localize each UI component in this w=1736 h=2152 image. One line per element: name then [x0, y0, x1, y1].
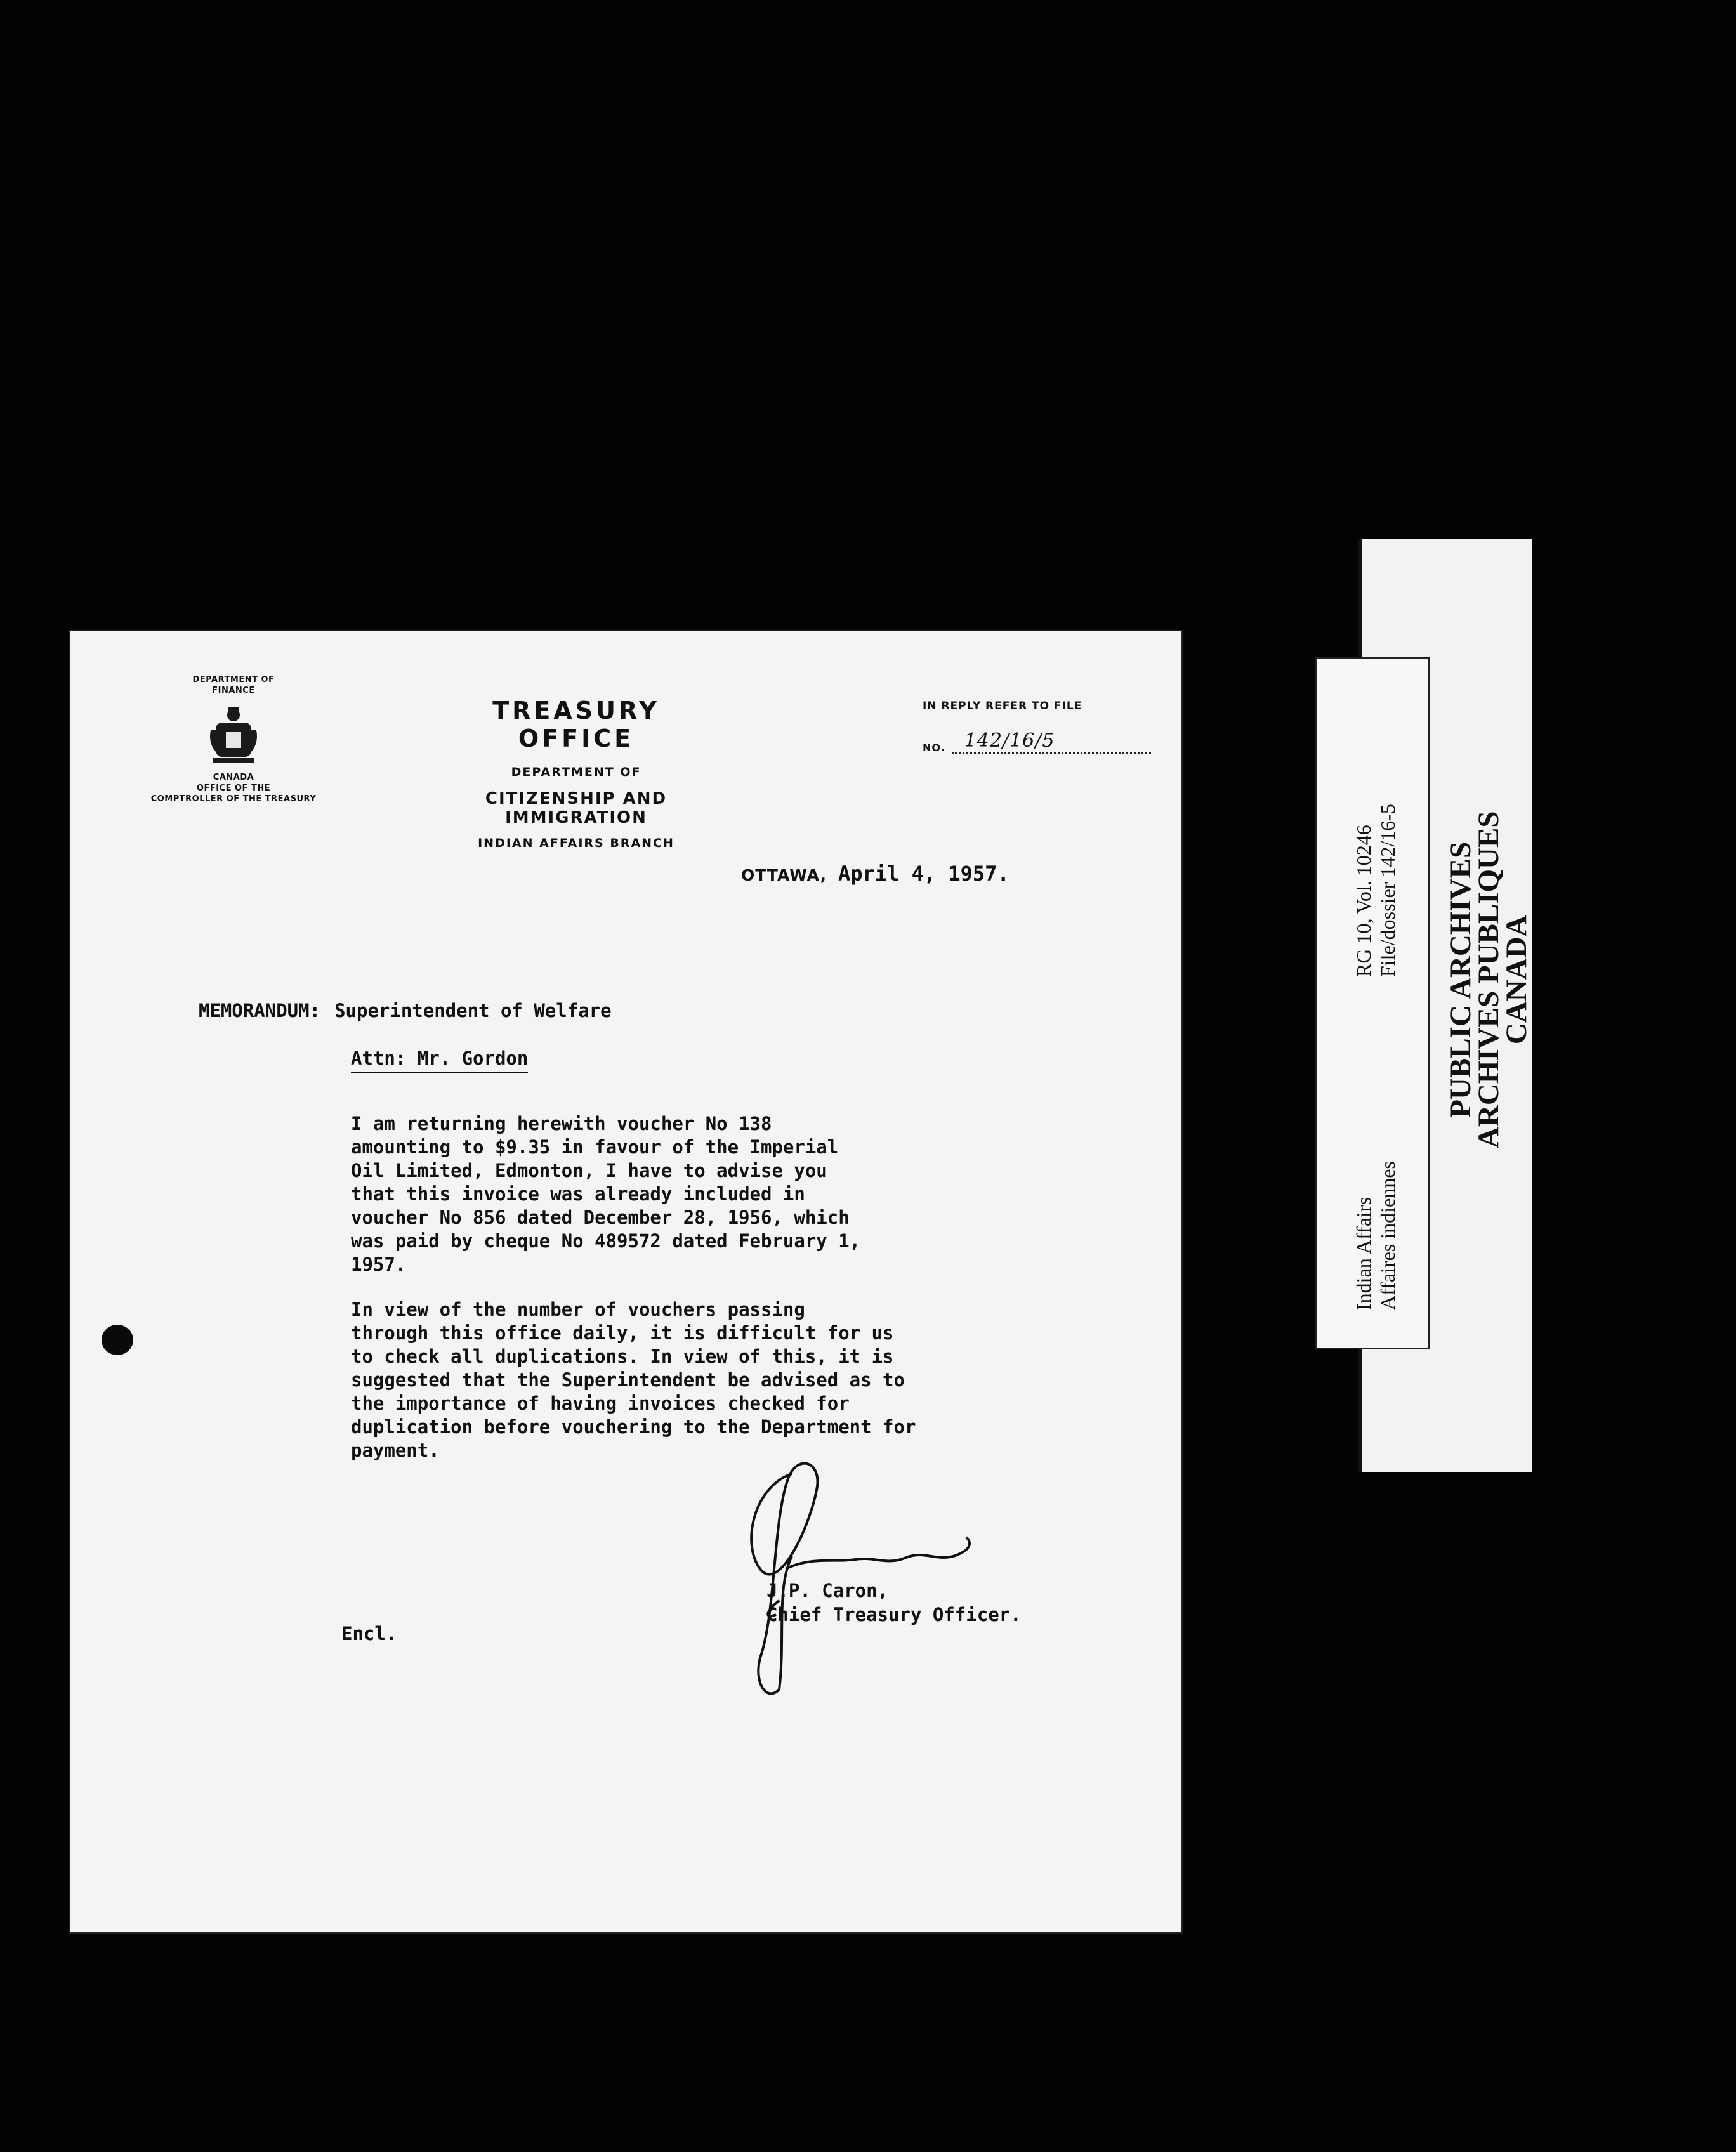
- tag-indian-affairs-fr: Affaires indiennes: [1376, 1161, 1399, 1310]
- memo-label: MEMORANDUM:: [199, 1000, 321, 1021]
- enclosure-note: Encl.: [341, 1623, 397, 1644]
- department-of-finance-block: [107, 674, 360, 804]
- tag-public-archives: [1444, 811, 1533, 1148]
- tag-public-archives-fr: ARCHIVES PUBLIQUES: [1472, 811, 1505, 1148]
- office-line1: OFFICE OF THE: [196, 784, 271, 793]
- reply-label: IN REPLY REFER TO FILE: [923, 700, 1082, 712]
- signer-name: J.P. Caron,: [766, 1580, 889, 1601]
- file-number-value: 142/16/5: [952, 730, 1151, 754]
- dateline: [741, 862, 1009, 886]
- body-paragraph-1: I am returning herewith voucher No 138 amounting to $9.35 in favour of the Imperial Oil Limited, Edmonton, I have to advise you that this invoice was already included in voucher No 856 dated December 28, 1956, which was paid by cheque No 489572 dated February 1, 1957.: [351, 1113, 861, 1275]
- memo-attention: Attn: Mr. Gordon: [351, 1047, 528, 1073]
- dateline-date: April 4, 1957.: [838, 862, 1009, 886]
- signer-title: Chief Treasury Officer.: [766, 1604, 1022, 1625]
- crest-caption: CANADA: [213, 773, 254, 782]
- letterhead-subtitle1: DEPARTMENT OF: [511, 765, 641, 779]
- file-number-label: NO.: [923, 742, 945, 754]
- department-line2: FINANCE: [212, 686, 255, 695]
- dateline-city: OTTAWA,: [741, 866, 827, 884]
- letterhead-title-block: [437, 697, 716, 850]
- tag-indian-affairs-en: Indian Affairs: [1352, 1197, 1375, 1310]
- tag-reference: [1351, 804, 1400, 977]
- letterhead-subtitle3: INDIAN AFFAIRS BRANCH: [478, 836, 674, 850]
- tag-indian-affairs: [1351, 1161, 1400, 1310]
- tag-file-dossier: File/dossier 142/16-5: [1376, 804, 1399, 977]
- body-paragraph-2: In view of the number of vouchers passing through this office daily, it is difficult for us to check all duplications. In view of this, it is suggested that the Superintendent be advised as to the importance of having invoices checked for duplication before vouchering to the Department for payment.: [351, 1299, 916, 1461]
- tag-rg-volume: RG 10, Vol. 10246: [1352, 825, 1375, 977]
- memorandum-page: [69, 630, 1183, 1934]
- reply-reference-block: [923, 700, 1151, 754]
- royal-crest-icon: [207, 705, 260, 766]
- department-line1: DEPARTMENT OF: [192, 675, 275, 685]
- tag-country: CANADA: [1500, 915, 1533, 1045]
- punch-hole: [102, 1325, 133, 1355]
- file-number-line: [923, 730, 1151, 754]
- letterhead-title: TREASURY OFFICE: [492, 697, 660, 752]
- office-line2: COMPTROLLER OF THE TREASURY: [150, 794, 317, 804]
- letterhead-subtitle2: CITIZENSHIP AND IMMIGRATION: [485, 789, 667, 827]
- tag-public-archives-en: PUBLIC ARCHIVES: [1444, 841, 1477, 1118]
- signature-block: [766, 1578, 1022, 1627]
- memo-heading: [199, 1000, 612, 1021]
- memo-recipient: Superintendent of Welfare: [334, 1000, 612, 1021]
